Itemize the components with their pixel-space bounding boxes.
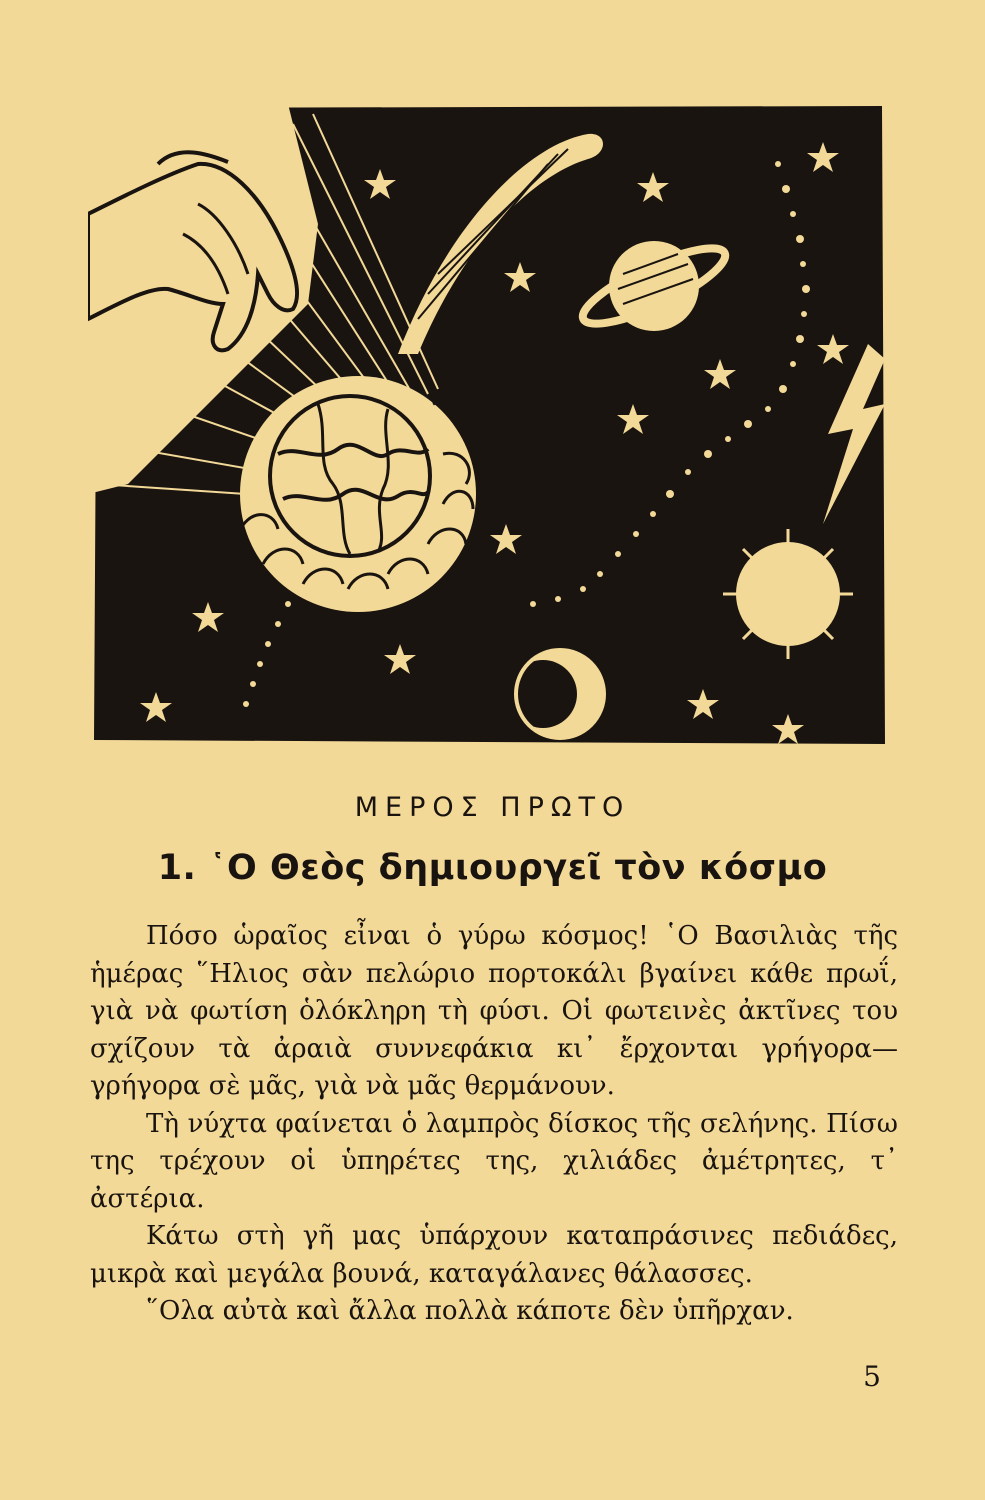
paragraph: Πόσο ὡραῖος εἶναι ὁ γύρω κόσμος! ῾Ο Βασιλιὰς τῆς ἡμέρας ῞Ηλιος σὰν πελώριο πορτοκάλι βγαίνει κάθε πρωΐ, γιὰ νὰ φωτίση ὁλόκληρη τὴ φύσι. Οἱ φωτεινὲς ἀκτῖνες του σχίζουν τὰ ἀραιὰ συννεφάκια κι᾽ ἔρχονται γρήγορα— γρήγορα σὲ μᾶς, γιὰ νὰ μᾶς θερμάνουν. [90, 921, 898, 1101]
paragraph: ῞Ολα αὐτὰ καὶ ἄλλα πολλὰ κάποτε δὲν ὑπῆρχαν. [146, 1296, 794, 1326]
part-heading: ΜΕΡΟΣ ΠΡΩΤΟ [354, 792, 631, 823]
paragraph: Τὴ νύχτα φαίνεται ὁ λαμπρὸς δίσκος τῆς σελήνης. Πίσω της τρέχουν οἱ ὑπηρέτες της, χιλιάδες ἀμέτρητες, τ᾽ ἀστέρια. [90, 1108, 898, 1214]
page-number: 5 [863, 1360, 881, 1393]
chapter-heading: 1. ῾Ο Θεὸς δημιουργεῖ τὸν κόσμο [157, 848, 828, 888]
creation-illustration [88, 104, 886, 746]
paragraph: Κάτω στὴ γῆ μας ὑπάρχουν καταπράσινες πεδιάδες, μικρὰ καὶ μεγάλα βουνά, καταγάλανες θάλασσες. [90, 1221, 898, 1289]
body-text [90, 918, 898, 1331]
